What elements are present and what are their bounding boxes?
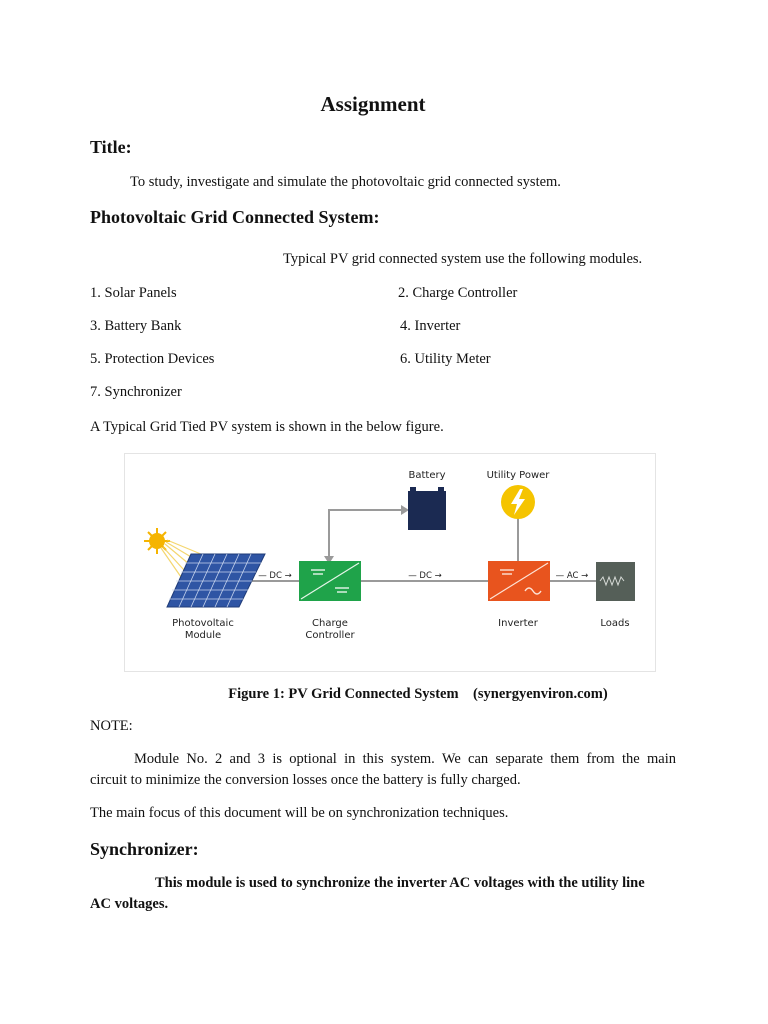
caption-source: (synergyenviron.com) [473, 686, 608, 702]
inverter-icon [488, 561, 550, 601]
dc-label: — DC → [408, 571, 442, 581]
note-label: NOTE: [90, 718, 133, 734]
caption-text: Figure 1: PV Grid Connected System [228, 686, 459, 702]
section-heading-synchronizer: Synchronizer: [90, 839, 199, 859]
arrow-to-battery-icon [401, 505, 409, 515]
document-title: Assignment [320, 92, 426, 116]
dc-label: — DC → [258, 571, 292, 581]
note-line: circuit to minimize the conversion losses once the battery is fully charged. [90, 772, 521, 788]
solar-panel-icon [167, 554, 265, 607]
charge-controller-icon [299, 561, 361, 601]
charge-controller-label: Charge [312, 618, 348, 629]
section-intro: Typical PV grid connected system use the following modules. [283, 251, 643, 267]
charge-controller-label: Controller [305, 630, 355, 641]
module-item: 3. Battery Bank [90, 318, 182, 334]
title-text: To study, investigate and simulate the photovoltaic grid connected system. [130, 174, 561, 190]
battery-label: Battery [408, 470, 446, 481]
figure-intro: A Typical Grid Tied PV system is shown in the below figure. [90, 419, 444, 435]
diagram-svg [125, 454, 655, 671]
loads-icon [596, 562, 635, 601]
loads-label: Loads [600, 618, 630, 629]
utility-power-icon [501, 485, 535, 519]
inverter-label: Inverter [498, 618, 538, 629]
focus-text: The main focus of this document will be on synchronization techniques. [90, 805, 509, 821]
ac-label: — AC → [555, 571, 589, 581]
module-item: 2. Charge Controller [398, 285, 518, 301]
battery-icon [408, 487, 446, 530]
wire-cc-battery [329, 510, 401, 560]
module-item: 1. Solar Panels [90, 285, 177, 301]
pv-module-label: Photovoltaic [172, 618, 234, 629]
synchronizer-text: This module is used to synchronize the inverter AC voltages with the utility line [155, 875, 645, 891]
pv-system-diagram [124, 453, 656, 672]
title-label: Title: [90, 137, 132, 157]
utility-power-label: Utility Power [486, 470, 550, 481]
module-item: 5. Protection Devices [90, 351, 215, 367]
pv-module-label: Module [184, 630, 222, 641]
figure-caption [0, 686, 768, 703]
section-heading-pv-grid: Photovoltaic Grid Connected System: [90, 207, 380, 227]
note-line: Module No. 2 and 3 is optional in this system. We can separate them from the main [134, 751, 676, 767]
module-item: 7. Synchronizer [90, 384, 182, 400]
synchronizer-text: AC voltages. [90, 896, 169, 912]
module-item: 4. Inverter [400, 318, 461, 334]
module-item: 6. Utility Meter [400, 351, 491, 367]
